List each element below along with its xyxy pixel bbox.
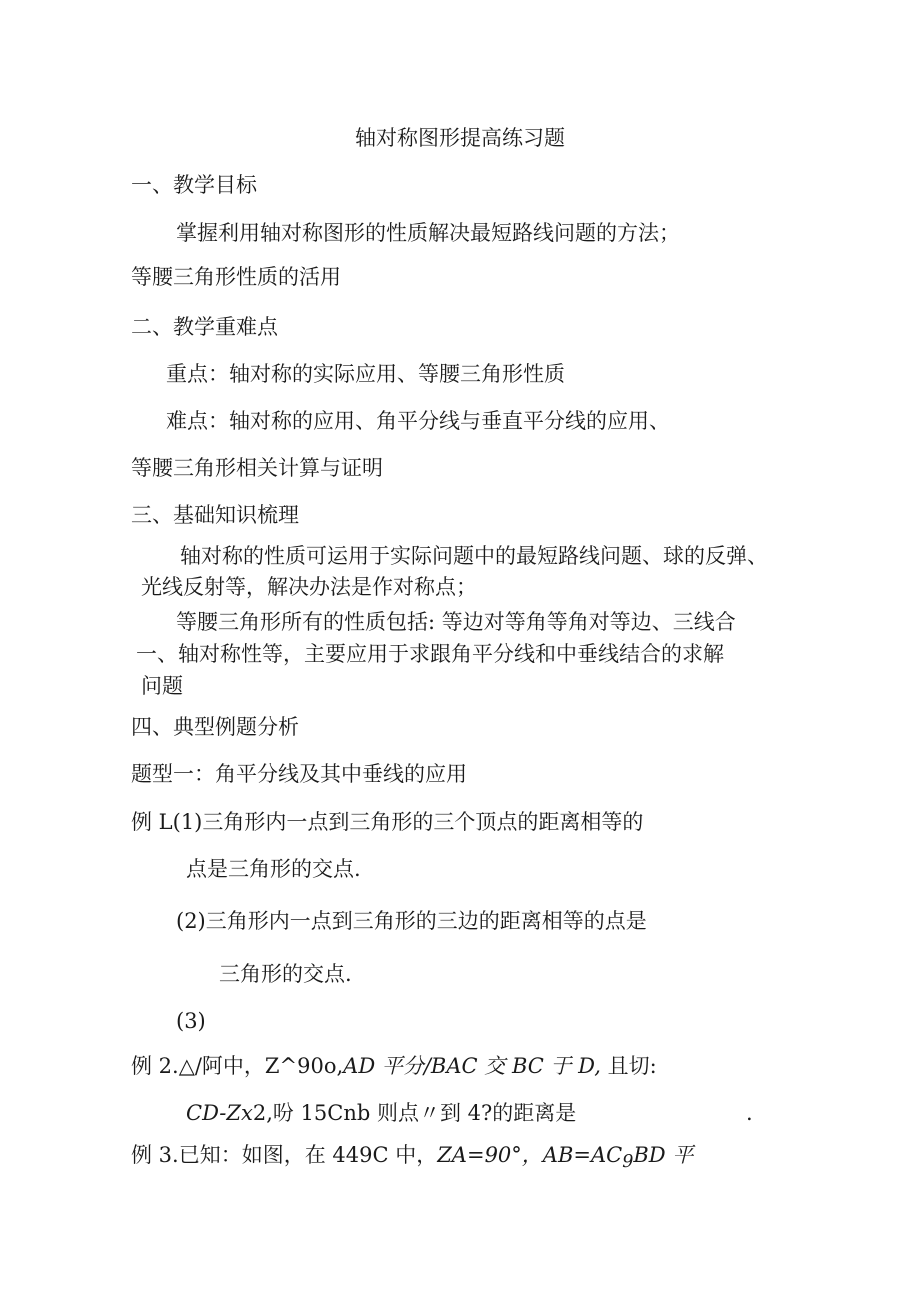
example-2-line	[186, 1099, 576, 1127]
example-1-line: (3)	[176, 1009, 206, 1033]
paragraph: 等腰三角形相关计算与证明	[131, 456, 383, 480]
example-text: 且切:	[600, 1054, 657, 1078]
section-heading-4: 四、典型例题分析	[131, 715, 299, 739]
paragraph: 等腰三角形性质的活用	[131, 265, 341, 289]
example-2-end-mark: .	[746, 1101, 753, 1125]
paragraph: 一、轴对称性等，主要应用于求跟角平分线和中垂线结合的求解	[136, 642, 724, 666]
example-text: 例 2.△/阿中，Z^90o,	[131, 1054, 344, 1078]
paragraph: 问题	[141, 674, 183, 698]
example-1-line: 三角形的交点.	[219, 962, 352, 986]
example-3-line	[131, 1141, 693, 1176]
paragraph: 重点：轴对称的实际应用、等腰三角形性质	[166, 362, 565, 386]
paragraph: 等腰三角形所有的性质包括: 等边对等角等角对等边、三线合	[176, 610, 736, 634]
example-1-line: (2)三角形内一点到三角形的三边的距离相等的点是	[176, 909, 647, 933]
paragraph: 掌握利用轴对称图形的性质解决最短路线问题的方法；	[176, 221, 680, 245]
example-text-italic: AD 平分/BAC 交 BC 于 D,	[343, 1054, 601, 1078]
section-heading-1: 一、教学目标	[131, 173, 257, 197]
example-2-line	[131, 1052, 657, 1080]
example-text-italic: BD 平	[633, 1143, 694, 1167]
example-text-italic: ZA=90°，AB=AC	[437, 1143, 623, 1167]
paragraph: 光线反射等，解决办法是作对称点；	[141, 575, 477, 599]
paragraph: 难点：轴对称的应用、角平分线与垂直平分线的应用、	[166, 409, 670, 433]
example-1-line: 例 L(1)三角形内一点到三角形的三个顶点的距离相等的	[131, 810, 644, 834]
example-text: 2,吩 15Cnb 则点〃到 4?的距离是	[252, 1101, 577, 1125]
section-heading-2: 二、教学重难点	[131, 315, 278, 339]
example-subscript: 9	[622, 1152, 634, 1173]
question-type-heading: 题型一：角平分线及其中垂线的应用	[131, 762, 467, 786]
example-text-italic: CD-Zx	[186, 1101, 253, 1125]
example-text: 例 3.已知：如图，在 449C 中，	[131, 1143, 438, 1167]
section-heading-3: 三、基础知识梳理	[131, 503, 299, 527]
paragraph: 轴对称的性质可运用于实际问题中的最短路线问题、球的反弹、	[180, 544, 768, 568]
page-title: 轴对称图形提高练习题	[355, 126, 565, 150]
example-1-line: 点是三角形的交点.	[186, 857, 361, 881]
